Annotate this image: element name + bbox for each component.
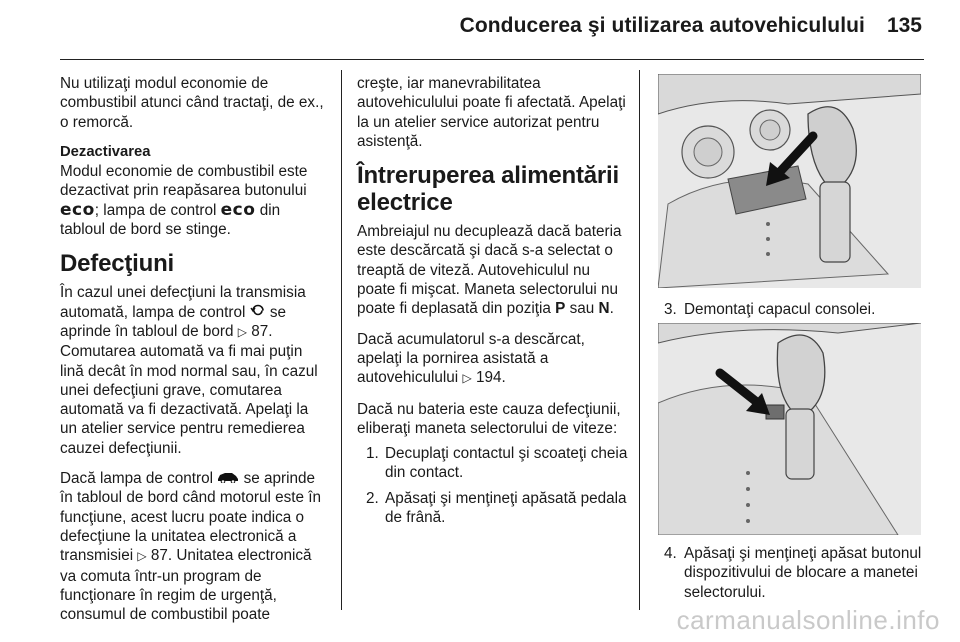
page-ref-arrow-icon: ▷: [237, 324, 247, 339]
chapter-title: Conducerea şi utilizarea autovehiculului: [459, 14, 865, 37]
eco-icon: eco: [220, 199, 256, 220]
engine-paragraph: [60, 469, 328, 624]
step-text: Apăsaţi şi menţineţi apăsată pedala de frână.: [385, 489, 627, 527]
defects-text-3: . Comutarea automată va fi mai puţin lină decât în mod normal sau, în cazul unei defecţiuni grave, comutarea automată va fi dezactivată. Apelaţi la un atelier service pentru remedierea cauzei defecţiunii.: [60, 322, 318, 457]
defects-text-2: se aprinde în tabloul de bord: [60, 303, 287, 340]
engine-text-2: se aprinde în tabloul de bord când motorul este în funcţiune, acest lucru poate indica o defecţiune la unitatea electronică a transmisiei: [60, 470, 322, 565]
defects-heading: Defecţiuni: [60, 250, 175, 278]
step-text: Apăsaţi şi menţineţi apăsat butonul dispozitivului de blocare a manetei selectorului.: [684, 545, 922, 601]
console-figure-1: [658, 74, 921, 288]
page-ref-87[interactable]: 87: [150, 547, 168, 565]
position-p: P: [555, 300, 566, 318]
page-ref-87[interactable]: 87: [251, 322, 269, 340]
eco-icon: eco: [60, 199, 95, 220]
console-figure-2: [658, 323, 921, 535]
power-paragraph: Ambreiajul nu decuplează dacă bateria este descărcată şi dacă s-a selectat o treaptă de viteză. Autovehiculul nu poate fi mişcat. Maneta selectorului nu poate fi deplasată din poziţia P sau N.: [357, 223, 622, 318]
deactivation-text-2: ; lampa de control: [94, 201, 217, 219]
defects-paragraph: [60, 283, 328, 458]
deactivation-text-3: din tabloul de bord se stinge.: [60, 201, 281, 239]
steps-list: [357, 444, 629, 527]
deactivation-section: [60, 143, 328, 239]
page-number: 135: [886, 14, 922, 37]
or-word: sau: [569, 300, 595, 318]
page-ref-arrow-icon: ▷: [462, 371, 472, 386]
defects-text: În cazul unei defecţiuni la transmisia automată, lampa de control: [60, 284, 306, 321]
step-3-caption: [664, 300, 920, 319]
power-text: Ambreiajul nu decuplează dacă bateria este descărcată şi dacă s-a selectat o treaptă de viteză. Autovehiculul nu poate fi mişcat. Maneta selectorului nu poate fi deplasată din poziţia: [357, 223, 622, 318]
page-ref-194[interactable]: 194: [475, 369, 502, 387]
engine-text: Dacă lampa de control: [60, 470, 214, 488]
step-text: Demontaţi capacul consolei.: [684, 301, 876, 318]
deactivation-heading: Dezactivarea: [60, 143, 151, 160]
cause-paragraph: Dacă nu bateria este cauza defecţiunii, eliberaţi maneta selectorului de viteze:: [357, 400, 621, 437]
watermark: carmanualsonline.info: [676, 605, 940, 635]
gear-console-illustration: [658, 74, 921, 288]
selector-lever-illustration: [658, 323, 921, 535]
step-number: 1.: [366, 445, 379, 463]
page-ref-arrow-icon: ▷: [137, 549, 147, 564]
column-divider-2: [639, 70, 640, 610]
deactivation-text: Modul economie de combustibil este dezactivat prin reapăsarea butonului: [60, 163, 308, 200]
car-warning-icon: [217, 470, 239, 487]
continued-text: creşte, iar manevrabilitatea autovehiculului poate fi afectată. Apelaţi la un atelier service autorizat pentru asistenţă.: [357, 75, 626, 150]
step-number: 3.: [664, 301, 677, 318]
engine-text-3: . Unitatea electronică va comuta într-un program de funcţionare în regim de urgenţă, consumul de combustibil poate: [60, 547, 312, 624]
column-divider-1: [341, 70, 342, 610]
header-divider: [60, 59, 924, 60]
step-number: 2.: [366, 489, 379, 507]
battery-text: Dacă acumulatorul s-a descărcat, apelaţi la pornirea asistată a autovehiculului: [357, 330, 585, 387]
position-n: N: [598, 300, 610, 318]
battery-paragraph: Dacă acumulatorul s-a descărcat, apelaţi la pornirea asistată a autovehiculului ▷ 194.: [357, 330, 585, 387]
column-1: [60, 74, 328, 635]
step-number: 4.: [664, 545, 677, 562]
column-2: [357, 74, 629, 533]
tow-note: Nu utilizaţi modul economie de combustibil atunci când tractaţi, de ex., o remorcă.: [60, 75, 324, 131]
power-interruption-heading: Întreruperea alimentării electrice: [357, 162, 619, 217]
step-text: Decuplaţi contactul şi scoateţi cheia din contact.: [385, 445, 628, 482]
step-4-caption: [664, 544, 922, 602]
list-item: [357, 444, 629, 483]
list-item: [357, 489, 629, 528]
transmission-warning-icon: [250, 304, 266, 321]
